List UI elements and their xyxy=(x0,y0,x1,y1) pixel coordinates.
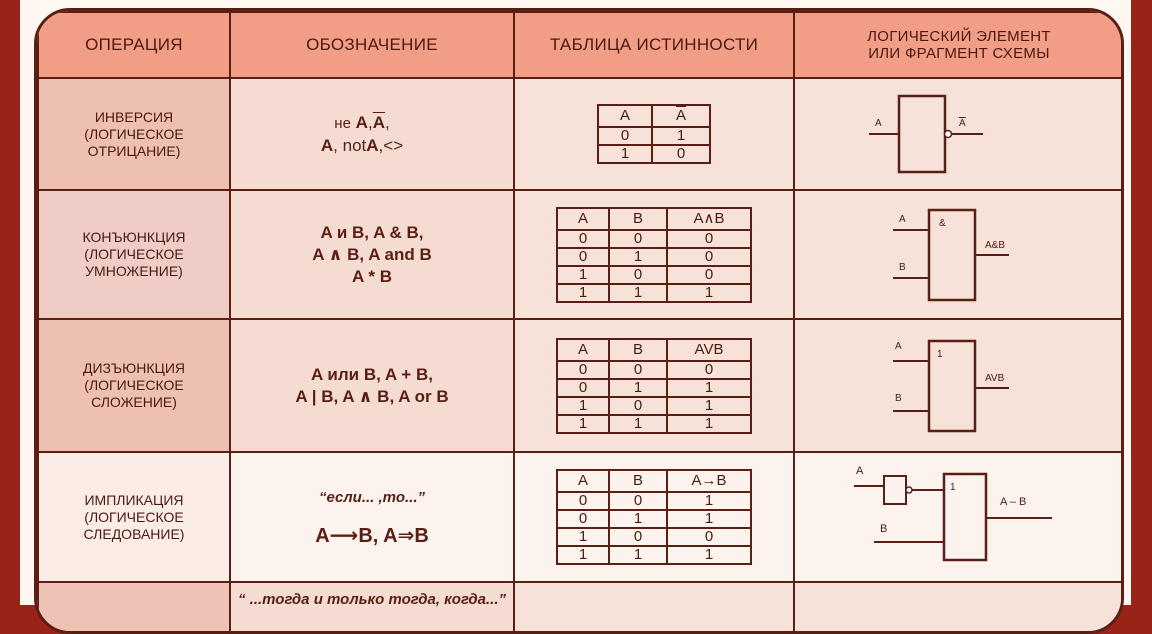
gate-input-a: A xyxy=(856,464,864,477)
notation-symbol: $\overline{A}$ xyxy=(372,112,385,132)
truth-cell: 1 xyxy=(667,492,751,510)
logic-operations-table xyxy=(37,11,1124,634)
truth-cell: 0 xyxy=(667,528,751,546)
gate-output: A – B xyxy=(1000,495,1027,508)
notation-symbol: <> xyxy=(383,135,404,155)
truth-cell: 0 xyxy=(609,397,667,415)
header-truth-table: ТАБЛИЦА ИСТИННОСТИ xyxy=(514,12,794,78)
truth-head: $\overline{A}$ xyxy=(652,105,710,127)
notation-line: A * B xyxy=(352,266,392,286)
notation-conjunction xyxy=(230,190,514,319)
op-desc-2: УМНОЖЕНИЕ) xyxy=(85,263,183,279)
gate-equivalence xyxy=(794,582,1124,634)
gate-conjunction xyxy=(794,190,1124,319)
table-row xyxy=(38,319,1124,452)
op-desc-1: (ЛОГИЧЕСКОЕ xyxy=(84,125,184,142)
or-gate-diagram xyxy=(859,331,1059,441)
gate-input-a: A xyxy=(895,340,902,352)
truth-table xyxy=(556,207,752,303)
truth-cell: 1 xyxy=(609,248,667,266)
truth-head: A∧B xyxy=(667,208,751,230)
operation-conjunction xyxy=(38,190,230,319)
truth-cell: 1 xyxy=(557,266,609,284)
notation-symbol: A xyxy=(355,112,368,132)
gate-output: AVB xyxy=(985,372,1005,384)
not-gate-diagram xyxy=(859,84,1059,184)
truth-cell: 1 xyxy=(667,379,751,397)
truth-cell: 1 xyxy=(609,510,667,528)
truth-table xyxy=(597,104,711,164)
operation-inversion xyxy=(38,78,230,190)
gate-input-b: B xyxy=(899,261,906,273)
notation-line: A или B, A + B, xyxy=(311,364,433,384)
and-gate-diagram xyxy=(859,200,1059,310)
gate-symbol: 1 xyxy=(937,348,943,360)
truth-head: A xyxy=(557,208,609,230)
truth-cell: 1 xyxy=(667,284,751,302)
truth-table xyxy=(556,338,752,434)
notation-line: “если... ,то...” xyxy=(318,489,425,506)
truth-cell: 0 xyxy=(609,492,667,510)
truth-cell: 0 xyxy=(667,248,751,266)
gate-input-b: B xyxy=(895,392,902,404)
gate-implication xyxy=(794,452,1124,582)
truth-cell: 0 xyxy=(667,361,751,379)
truth-cell: 1 xyxy=(609,284,667,302)
notation-line: A ∧ B, A and B xyxy=(312,244,432,264)
truth-cell: 0 xyxy=(667,230,751,248)
gate-symbol: 1 xyxy=(950,481,956,493)
gate-input-a: A xyxy=(899,213,906,225)
truth-head: A→B xyxy=(667,470,751,492)
notation-disjunction xyxy=(230,319,514,452)
operation-implication xyxy=(38,452,230,582)
gate-output: A&B xyxy=(985,239,1006,251)
truth-cell: 0 xyxy=(609,528,667,546)
notation-line: A | B, A ∧ B, A or B xyxy=(295,386,449,406)
notation-word: не xyxy=(334,114,351,132)
truth-cell: 1 xyxy=(667,415,751,433)
truth-table xyxy=(556,469,752,565)
op-desc-2: ОТРИЦАНИЕ) xyxy=(87,142,181,159)
op-name: ДИЗЪЮНКЦИЯ xyxy=(82,360,186,376)
table-row xyxy=(38,190,1124,319)
table-row xyxy=(38,78,1124,190)
op-desc-2: СЛОЖЕНИЕ) xyxy=(91,394,177,410)
header-element-line2: ИЛИ ФРАГМЕНТ СХЕМЫ xyxy=(868,45,1050,62)
truth-cell: 0 xyxy=(609,266,667,284)
notation-implication xyxy=(230,452,514,582)
notation-word: not xyxy=(342,135,367,155)
truth-cell: 1 xyxy=(557,546,609,564)
header-element-line1: ЛОГИЧЕСКИЙ ЭЛЕМЕНТ xyxy=(867,28,1051,45)
truth-cell: 1 xyxy=(557,528,609,546)
notation-line: A и B, A & B, xyxy=(320,222,424,242)
truth-cell: 1 xyxy=(667,510,751,528)
operation-equivalence xyxy=(38,582,230,634)
truth-head: A xyxy=(557,470,609,492)
truth-cell: 0 xyxy=(609,361,667,379)
truth-cell: 0 xyxy=(557,492,609,510)
op-desc-1: (ЛОГИЧЕСКОЕ xyxy=(84,508,184,525)
header-element xyxy=(794,12,1124,78)
operation-disjunction xyxy=(38,319,230,452)
header-notation: ОБОЗНАЧЕНИЕ xyxy=(230,12,514,78)
truth-table-equivalence xyxy=(514,582,794,634)
op-desc-1: (ЛОГИЧЕСКОЕ xyxy=(84,246,184,262)
truth-cell: 0 xyxy=(557,230,609,248)
truth-head: A xyxy=(598,105,652,127)
gate-input-b: B xyxy=(880,522,888,535)
truth-table-conjunction xyxy=(514,190,794,319)
truth-cell: 1 xyxy=(557,397,609,415)
notation-equivalence xyxy=(230,582,514,634)
logic-table-sheet xyxy=(34,8,1124,634)
truth-cell: 0 xyxy=(557,248,609,266)
truth-cell: 1 xyxy=(598,145,652,163)
truth-cell: 1 xyxy=(667,546,751,564)
truth-cell: 1 xyxy=(557,284,609,302)
gate-inversion xyxy=(794,78,1124,190)
truth-head: B xyxy=(609,470,667,492)
notation-line: “ ...тогда и только тогда, когда...” xyxy=(238,591,506,608)
truth-cell: 1 xyxy=(609,379,667,397)
truth-cell: 0 xyxy=(557,379,609,397)
op-name: КОНЪЮНКЦИЯ xyxy=(82,229,186,245)
op-name: ИМПЛИКАЦИЯ xyxy=(84,491,184,508)
gate-output: A xyxy=(959,118,966,129)
truth-head: B xyxy=(609,339,667,361)
table-row xyxy=(38,582,1124,634)
notation-inversion: не $A,\overline{A}$, A, notA,<> xyxy=(230,78,514,190)
truth-table-implication xyxy=(514,452,794,582)
notation-line: A⟶B, A⇒B xyxy=(315,525,429,547)
header-operation: ОПЕРАЦИЯ xyxy=(38,12,230,78)
table-row xyxy=(38,452,1124,582)
truth-cell: 0 xyxy=(609,230,667,248)
truth-head: A xyxy=(557,339,609,361)
notation-symbol: A xyxy=(320,135,334,155)
truth-cell: 0 xyxy=(652,145,710,163)
truth-table-disjunction xyxy=(514,319,794,452)
truth-cell: 1 xyxy=(652,127,710,145)
truth-head: B xyxy=(609,208,667,230)
op-desc-1: (ЛОГИЧЕСКОЕ xyxy=(84,377,184,393)
truth-cell: 0 xyxy=(557,510,609,528)
op-name: ИНВЕРСИЯ xyxy=(94,108,174,125)
gate-disjunction xyxy=(794,319,1124,452)
op-desc-2: СЛЕДОВАНИЕ) xyxy=(83,525,185,542)
truth-cell: 1 xyxy=(609,415,667,433)
truth-table-inversion xyxy=(514,78,794,190)
gate-input-a: A xyxy=(875,118,882,129)
truth-cell: 1 xyxy=(667,397,751,415)
truth-cell: 0 xyxy=(598,127,652,145)
table-header-row xyxy=(38,12,1124,78)
poster-board xyxy=(20,0,1131,608)
truth-cell: 1 xyxy=(609,546,667,564)
truth-head: AVB xyxy=(667,339,751,361)
notation-symbol: A xyxy=(366,135,379,155)
implication-gate-diagram xyxy=(844,460,1074,575)
truth-cell: 0 xyxy=(667,266,751,284)
truth-cell: 1 xyxy=(557,415,609,433)
gate-symbol: & xyxy=(939,217,946,229)
truth-cell: 0 xyxy=(557,361,609,379)
